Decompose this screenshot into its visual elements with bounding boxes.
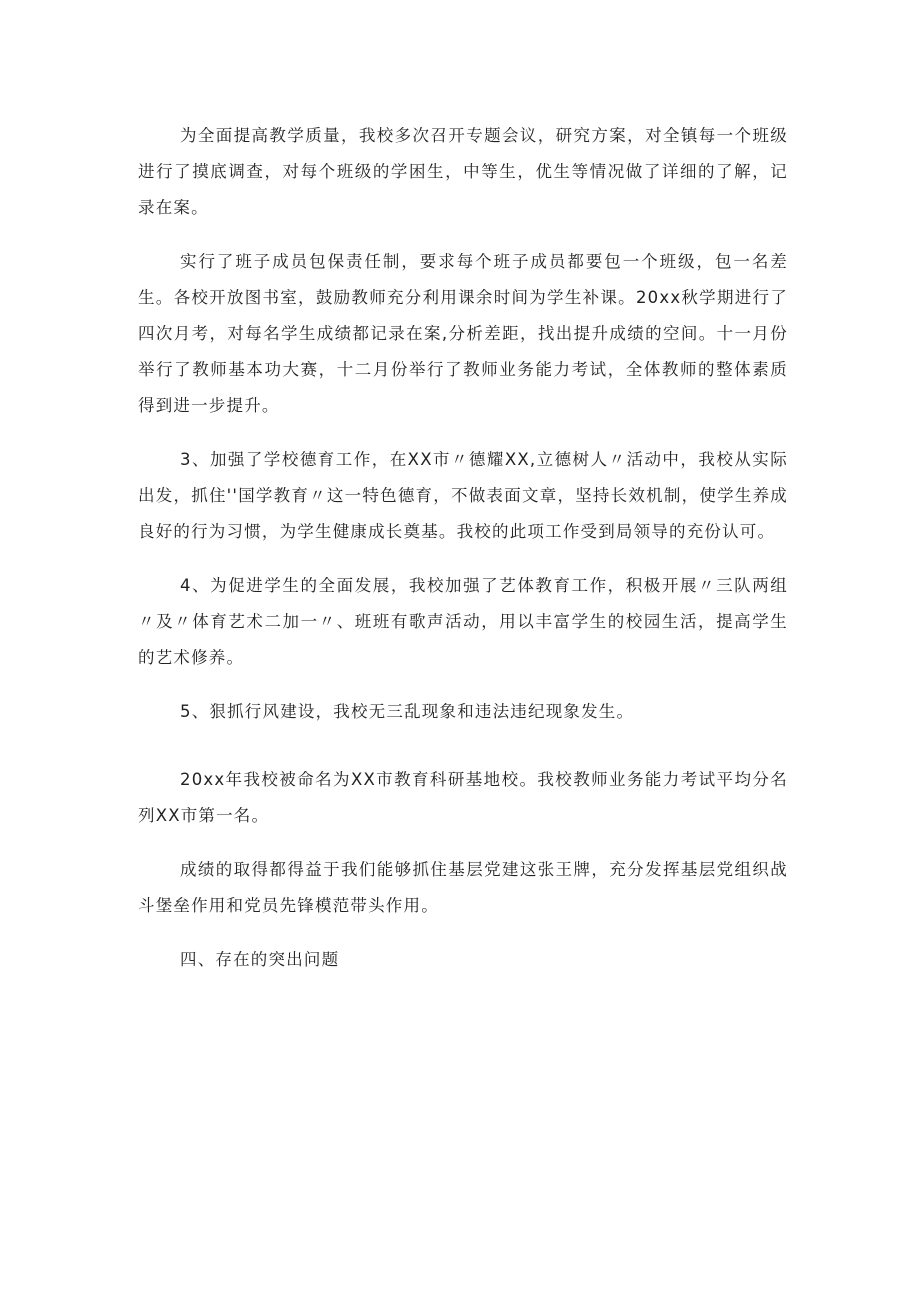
section-heading-problems: 四、存在的突出问题 [180, 950, 340, 969]
document-body [138, 118, 788, 996]
paragraph-arts-sports-education: 4、为促进学生的全面发展，我校加强了艺体教育工作，积极开展〃三队两组〃及〃体育艺术二加一〃、班班有歌声活动，用以丰富学生的校园生活，提高学生的艺术修养。 [138, 576, 788, 667]
paragraph-leadership-responsibility: 实行了班子成员包保责任制，要求每个班子成员都要包一个班级，包一名差生。各校开放图书室，鼓励教师充分利用课余时间为学生补课。20xx秋学期进行了四次月考，对每名学生成绩都记录在案,分析差距，找出提升成绩的空间。十一月份举行了教师基本功大赛，十二月份举行了教师业务能力考试，全体教师的整体素质得到进一步提升。 [138, 252, 788, 415]
paragraph-moral-education: 3、加强了学校德育工作，在XX市〃德耀XX,立德树人〃活动中，我校从实际出发，抓住''国学教育〃这一特色德育，不做表面文章，坚持长效机制，使学生养成良好的行为习惯，为学生健康成长奠基。我校的此项工作受到局领导的充份认可。 [138, 450, 788, 541]
paragraph-teaching-quality: 为全面提高教学质量，我校多次召开专题会议，研究方案，对全镇每一个班级进行了摸底调查，对每个班级的学困生，中等生，优生等情况做了详细的了解，记录在案。 [138, 126, 788, 217]
paragraph-party-building: 成绩的取得都得益于我们能够抓住基层党建这张王牌，充分发挥基层党组织战斗堡垒作用和党员先锋模范带头作用。 [138, 860, 788, 915]
paragraph-research-base-school: 20xx年我校被命名为XX市教育科研基地校。我校教师业务能力考试平均分名列XX市第一名。 [138, 770, 788, 825]
paragraph-conduct-building: 5、狠抓行风建设，我校无三乱现象和违法违纪现象发生。 [180, 702, 635, 721]
